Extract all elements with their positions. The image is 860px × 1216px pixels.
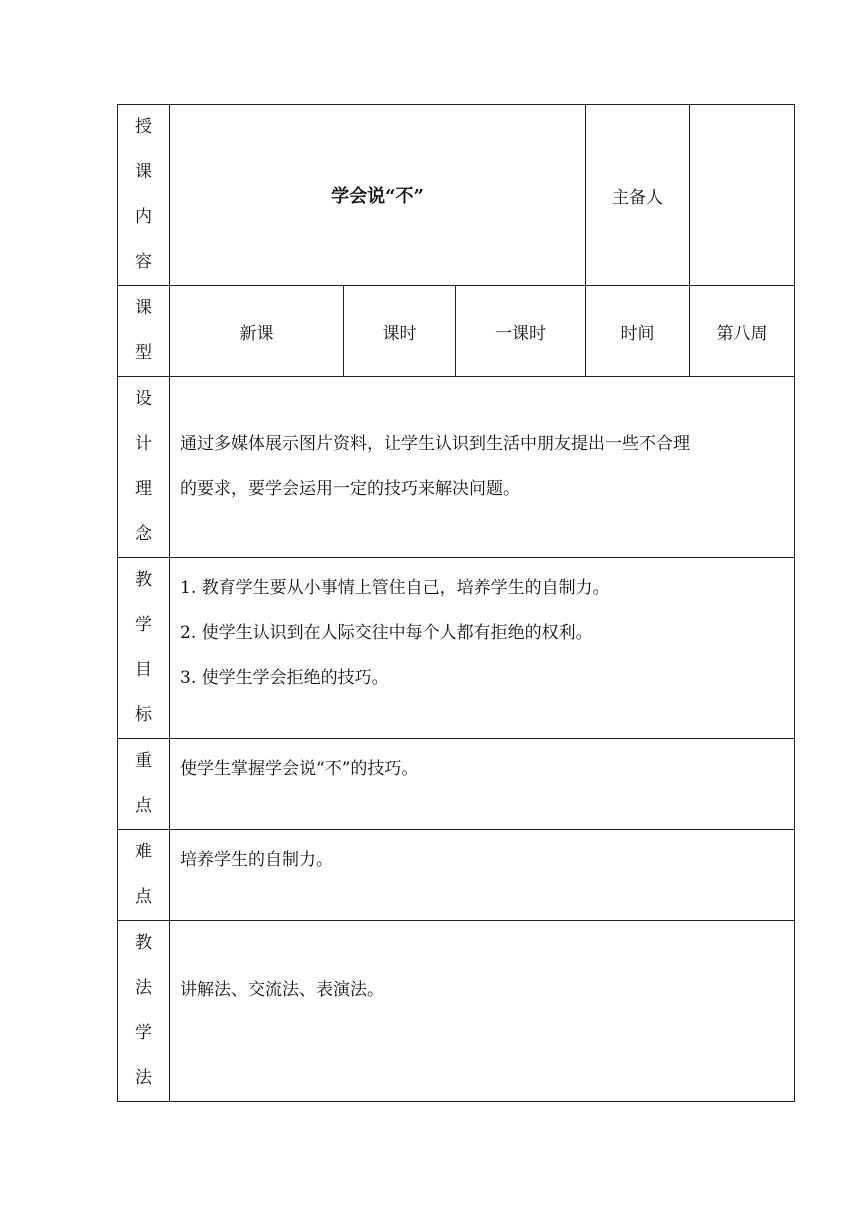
content-label [135,105,152,285]
label-char: 教 [135,570,152,590]
row-key-points [118,739,795,830]
period-value-cell [456,286,586,377]
difficulty-label [135,830,152,920]
period-value: 一课时 [495,323,546,344]
label-char: 内 [135,207,152,227]
key-text-cell [170,739,795,830]
content-label-cell [118,105,170,286]
difficulty-text-cell [170,830,795,921]
label-char: 课 [135,298,152,318]
design-label [135,377,152,557]
objectives-text-cell [170,558,795,739]
label-char: 授 [135,117,152,137]
objective-item-2: 2. 使学生认识到在人际交往中每个人都有拒绝的权利。 [180,623,593,643]
time-value: 第八周 [716,323,768,344]
methods-text: 讲解法、交流法、表演法。 [180,979,384,1000]
label-char: 理 [135,479,152,499]
difficulty-label-cell [118,830,170,921]
label-char: 法 [135,1068,152,1088]
key-label [135,739,152,829]
design-line-1: 通过多媒体展示图片资料，让学生认识到生活中朋友提出一些不合理 [180,434,690,454]
methods-label-cell [118,921,170,1102]
label-char: 课 [135,162,152,182]
time-label-cell [586,286,690,377]
lesson-title-cell [170,105,586,286]
time-label: 时间 [620,323,655,344]
label-char: 点 [135,887,152,907]
type-label-cell [118,286,170,377]
label-char: 型 [135,343,152,363]
label-char: 目 [135,660,152,680]
period-label: 课时 [382,323,417,344]
lesson-plan-table [117,104,795,1102]
row-difficulties [118,830,795,921]
label-char: 教 [135,933,152,953]
row-objectives [118,558,795,739]
label-char: 法 [135,978,152,998]
row-design-concept [118,377,795,558]
row-methods [118,921,795,1102]
objectives-label-cell [118,558,170,739]
type-label [135,286,152,376]
label-char: 重 [135,751,152,771]
row-lesson-content [118,105,795,286]
type-value-cell [170,286,344,377]
methods-text-cell [170,921,795,1102]
type-value: 新课 [239,323,274,344]
label-char: 念 [135,524,152,544]
preparer-label: 主备人 [612,187,664,208]
label-char: 容 [135,252,152,272]
preparer-value-cell [690,105,795,286]
row-lesson-type [118,286,795,377]
label-char: 标 [135,705,152,725]
preparer-label-cell [586,105,690,286]
label-char: 难 [135,842,152,862]
period-label-cell [344,286,456,377]
label-char: 学 [135,1023,152,1043]
label-char: 学 [135,615,152,635]
label-char: 计 [135,434,152,454]
lesson-title: 学会说“不” [331,186,424,207]
time-value-cell [690,286,795,377]
objective-item-3: 3. 使学生学会拒绝的技巧。 [180,668,389,688]
key-text: 使学生掌握学会说“不”的技巧。 [180,759,419,779]
objective-item-1: 1. 教育学生要从小事情上管住自己，培养学生的自制力。 [180,578,610,598]
difficulty-text: 培养学生的自制力。 [180,850,333,870]
methods-label [135,921,152,1101]
design-label-cell [118,377,170,558]
objectives-label [135,558,152,738]
label-char: 点 [135,796,152,816]
design-line-2: 的要求，要学会运用一定的技巧来解决问题。 [180,479,520,499]
label-char: 设 [135,389,152,409]
key-label-cell [118,739,170,830]
design-text-cell [170,377,795,558]
